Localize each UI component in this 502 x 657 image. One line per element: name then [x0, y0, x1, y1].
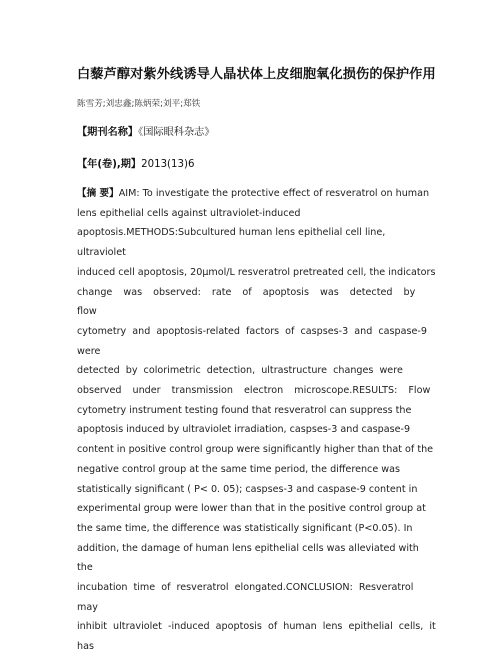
abstract-line: induced cell apoptosis, 20μmol/L resveratrol pretreated cell, the indicators [77, 266, 436, 278]
abstract-line: inhibit ultraviolet -induced apoptosis of human lens epithelial cells, it has [77, 621, 436, 653]
abstract-line: change was observed: rate of apoptosis was detected by flow [77, 286, 416, 318]
author-list: 陈雪芳;刘忠鑫;陈炳荣;刘平;郑铁 [77, 99, 201, 109]
abstract-line: apoptosis.METHODS:Subcultured human lens epithelial cell line, ultraviolet [77, 227, 386, 259]
abstract-line: negative control group at the same time period, the difference was [77, 463, 400, 475]
abstract-label: 【摘 要】 [77, 188, 119, 199]
year-value: 2013(13)6 [141, 159, 195, 170]
journal-info [77, 123, 215, 138]
abstract-line: addition, the damage of human lens epithelial cells was alleviated with the [77, 542, 419, 574]
abstract-line: statistically significant ( P< 0. 05); caspses-3 and caspase-9 content in [77, 483, 418, 495]
document-title: 白藜芦醇对紫外线诱导人晶状体上皮细胞氧化损伤的保护作用 [77, 67, 436, 82]
abstract-line: apoptosis induced by ultraviolet irradiation, caspses-3 and caspase-9 [77, 424, 411, 436]
abstract-line: observed under transmission electron microscope.RESULTS: Flow [77, 385, 431, 397]
abstract [77, 184, 437, 657]
abstract-line: content in positive control group were significantly higher than that of the [77, 444, 434, 456]
abstract-line: the same time, the difference was statistically significant (P<0.05). In [77, 522, 413, 534]
abstract-line: experimental group were lower than that in the positive control group at [77, 503, 426, 515]
abstract-line: detected by colorimetric detection, ultrastructure changes were [77, 365, 403, 377]
abstract-line: cytometry and apoptosis-related factors of caspses-3 and caspase-9 were [77, 325, 427, 357]
abstract-line: lens epithelial cells against ultraviolet-induced [77, 207, 301, 219]
abstract-line: incubation time of resveratrol elongated.CONCLUSION: Resveratrol may [77, 582, 414, 613]
year-label: 【年(卷),期】 [77, 159, 142, 170]
abstract-line: 【摘 要】AIM: To investigate the protective effect of resveratrol on human [77, 188, 430, 199]
journal-label: 【期刊名称】 [77, 127, 139, 138]
year-volume-issue [77, 155, 194, 170]
abstract-line: cytometry instrument testing found that resveratrol can suppress the [77, 404, 412, 416]
journal-name: 《国际眼科杂志》 [138, 127, 215, 138]
